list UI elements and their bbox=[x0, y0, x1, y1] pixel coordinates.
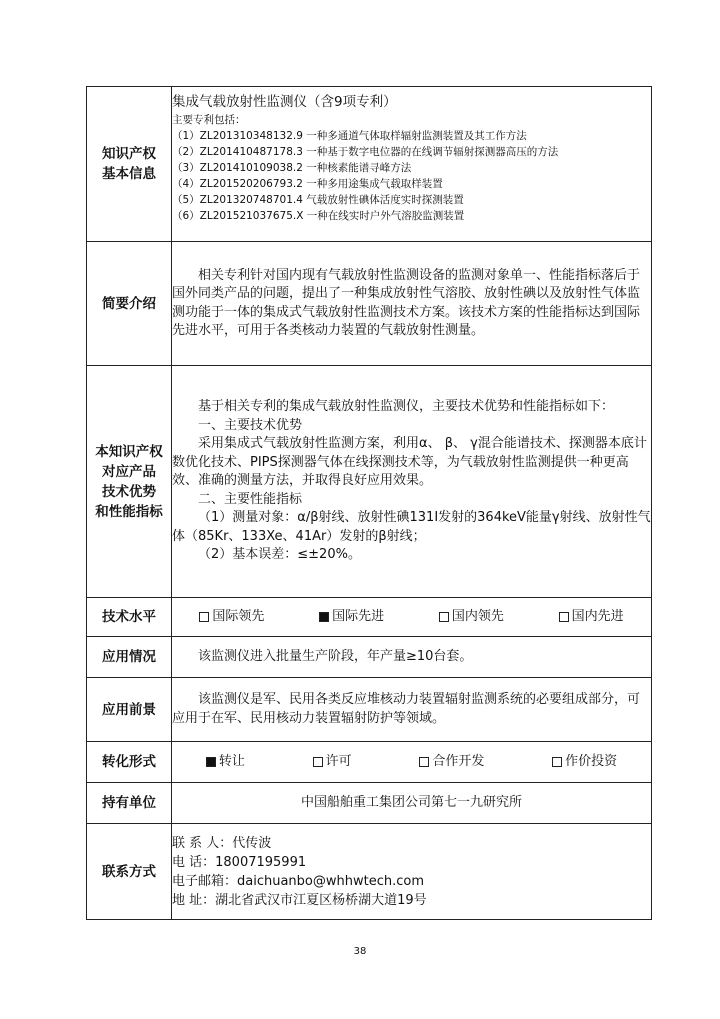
row-application bbox=[87, 637, 652, 678]
contact-email: 电子邮箱：daichuanbo@whhwtech.com bbox=[172, 873, 424, 889]
metric-2: （2）基本误差：≤±20%。 bbox=[198, 547, 361, 563]
label-summary: 简要介绍 bbox=[87, 242, 172, 366]
tech-level-options bbox=[172, 608, 651, 626]
checkbox-icon bbox=[199, 612, 209, 622]
row-advantages bbox=[87, 366, 652, 598]
option-label: 转让 bbox=[218, 754, 245, 769]
option-international-advanced[interactable] bbox=[319, 608, 384, 626]
row-holder bbox=[87, 783, 652, 824]
advantages-intro: 基于相关专利的集成气载放射性监测仪，主要技术优势和性能指标如下： bbox=[198, 399, 615, 415]
value-tech-level bbox=[172, 598, 652, 637]
label-prospect: 应用前景 bbox=[87, 678, 172, 742]
value-summary bbox=[172, 242, 652, 366]
row-prospect bbox=[87, 678, 652, 742]
row-summary bbox=[87, 242, 652, 366]
option-cooperation[interactable] bbox=[419, 753, 484, 771]
checkbox-icon bbox=[439, 612, 449, 622]
row-tech-level bbox=[87, 598, 652, 637]
option-international-leading[interactable] bbox=[199, 608, 264, 626]
label-line: 本知识产权 bbox=[95, 443, 163, 460]
contact-address: 地 址：湖北省武汉市江夏区杨桥湖大道19号 bbox=[172, 892, 427, 908]
row-contact bbox=[87, 824, 652, 920]
page-number: 38 bbox=[353, 946, 367, 957]
label-line: 和性能指标 bbox=[95, 503, 163, 520]
option-label: 国内领先 bbox=[451, 609, 504, 624]
option-label: 国内先进 bbox=[571, 609, 624, 624]
label-line: 知识产权 bbox=[102, 146, 156, 162]
advantages-heading-2: 二、主要性能指标 bbox=[198, 491, 303, 507]
option-investment[interactable] bbox=[552, 753, 617, 771]
patent-intro: 主要专利包括： bbox=[172, 114, 246, 126]
checkbox-checked-icon bbox=[206, 757, 216, 767]
info-table bbox=[86, 86, 652, 920]
summary-text: 相关专利针对国内现有气载放射性监测设备的监测对象单一、性能指标落后于国外同类产品的问题，提出了一种集成放射性气溶胶、放射性碘以及放射性气体监测功能于一体的集成式气载放射性监测技术方案。该技术方案的性能指标达到国际先进水平，可用于各类核动力装置的气载放射性测量。 bbox=[172, 267, 641, 338]
patent-item: （1）ZL201310348132.9 一种多通道气体取样辐射监测装置及其工作方法 bbox=[172, 130, 527, 142]
option-domestic-advanced[interactable] bbox=[559, 608, 624, 626]
option-domestic-leading[interactable] bbox=[439, 608, 504, 626]
prospect-text: 该监测仪是军、民用各类反应堆核动力装置辐射监测系统的必要组成部分，可应用于在军、民用核动力装置辐射防护等领域。 bbox=[172, 692, 641, 726]
label-line: 技术优势 bbox=[102, 483, 156, 500]
advantages-paragraph-1: 采用集成式气载放射性监测方案，利用α、 β、 γ混合能谱技术、探测器本底计数优化技术、PIPS探测器气体在线探测技术等，为气载放射性监测提供一种更高效、准确的测量方法，并取得良好应用效果。 bbox=[172, 436, 647, 489]
option-transfer[interactable] bbox=[206, 753, 245, 771]
patent-item: （4）ZL201520206793.2 一种多用途集成气载取样装置 bbox=[172, 178, 443, 190]
checkbox-icon bbox=[559, 612, 569, 622]
option-label: 国际领先 bbox=[212, 609, 265, 624]
metric-1: （1）测量对象：α/β射线、放射性碘131I发射的364keV能量γ射线、放射性气体（85Kr、133Xe、41Ar）发射的β射线； bbox=[172, 510, 651, 544]
value-ip-info bbox=[172, 87, 652, 242]
row-transfer bbox=[87, 742, 652, 783]
label-application: 应用情况 bbox=[87, 637, 172, 678]
value-application bbox=[172, 637, 652, 678]
row-ip-info bbox=[87, 87, 652, 242]
label-holder: 持有单位 bbox=[87, 783, 172, 824]
checkbox-icon bbox=[552, 757, 562, 767]
option-label: 国际先进 bbox=[332, 609, 385, 624]
patent-item: （2）ZL201410487178.3 一种基于数字电位器的在线调节辐射探测器高压的方法 bbox=[172, 146, 559, 158]
label-line: 对应产品 bbox=[102, 463, 156, 480]
label-ip-info bbox=[87, 87, 172, 242]
contact-person: 联 系 人：代传波 bbox=[172, 835, 272, 851]
holder-text: 中国船舶重工集团公司第七一九研究所 bbox=[172, 783, 652, 824]
application-text: 该监测仪进入批量生产阶段，年产量≥10台套。 bbox=[198, 648, 473, 664]
label-advantages bbox=[87, 366, 172, 598]
advantages-heading-1: 一、主要技术优势 bbox=[198, 417, 303, 433]
option-license[interactable] bbox=[313, 753, 352, 771]
label-tech-level: 技术水平 bbox=[87, 598, 172, 637]
label-line: 基本信息 bbox=[102, 166, 156, 182]
option-label: 作价投资 bbox=[565, 754, 618, 769]
contact-phone: 电 话：18007195991 bbox=[172, 854, 307, 870]
label-contact: 联系方式 bbox=[87, 824, 172, 920]
option-label: 合作开发 bbox=[432, 754, 485, 769]
patent-item: （6）ZL201521037675.X 一种在线实时户外气溶胶监测装置 bbox=[172, 210, 465, 222]
value-transfer bbox=[172, 742, 652, 783]
checkbox-icon bbox=[419, 757, 429, 767]
value-advantages bbox=[172, 366, 652, 598]
value-contact bbox=[172, 824, 652, 920]
label-transfer: 转化形式 bbox=[87, 742, 172, 783]
checkbox-checked-icon bbox=[319, 612, 329, 622]
transfer-options bbox=[172, 753, 651, 771]
patent-item: （3）ZL201410109038.2 一种核素能谱寻峰方法 bbox=[172, 162, 412, 174]
patent-title: 集成气载放射性监测仪（含9项专利） bbox=[172, 94, 397, 110]
checkbox-icon bbox=[313, 757, 323, 767]
value-prospect bbox=[172, 678, 652, 742]
option-label: 许可 bbox=[325, 754, 352, 769]
patent-item: （5）ZL201320748701.4 气载放射性碘体活度实时探测装置 bbox=[172, 194, 464, 206]
